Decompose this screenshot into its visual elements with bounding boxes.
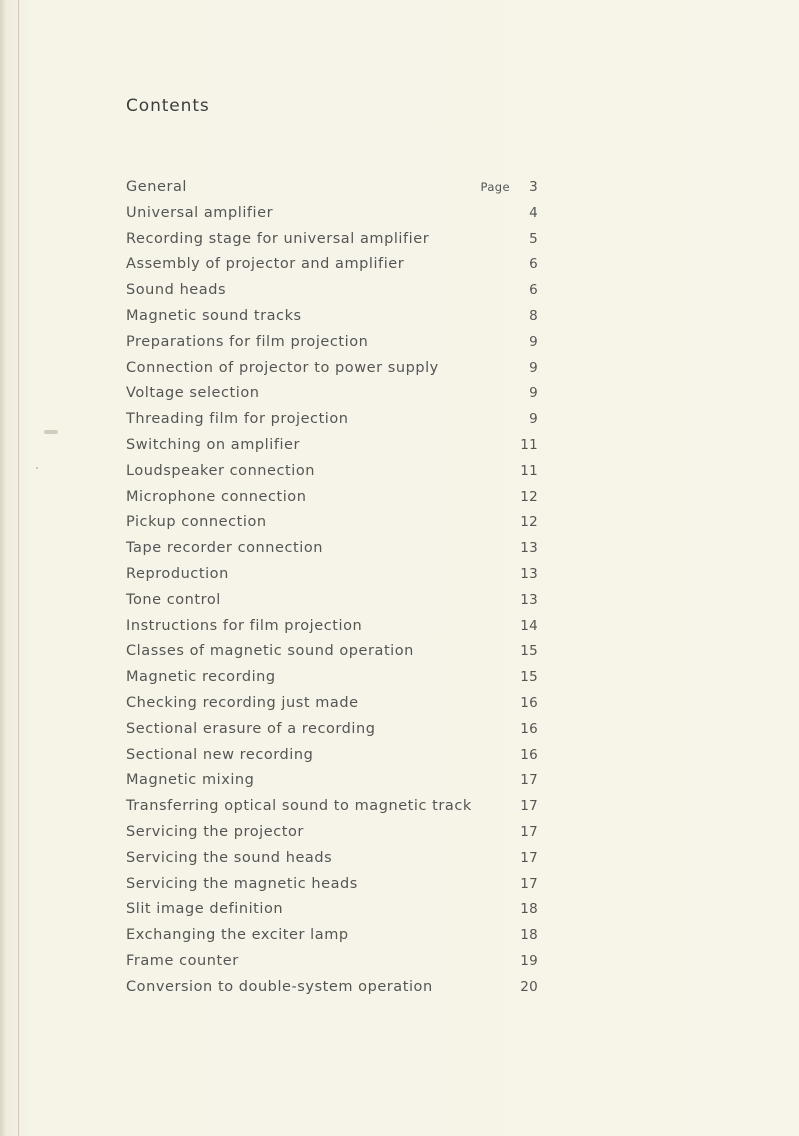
entry-title: Transferring optical sound to magnetic track	[126, 798, 472, 815]
page-edge-shadow	[0, 0, 6, 1136]
entry-page-number: 16	[520, 720, 538, 737]
contents-entry	[126, 562, 540, 588]
entry-title: Threading film for projection	[126, 411, 349, 428]
entry-page-number: 9	[529, 385, 538, 402]
entry-title: Switching on amplifier	[126, 436, 301, 453]
entry-page-number: 17	[520, 798, 538, 815]
entry-page-number: 13	[520, 591, 538, 608]
entry-title: Microphone connection	[126, 488, 307, 505]
entry-page-number: 4	[529, 204, 538, 221]
page-title: Contents	[126, 96, 210, 116]
contents-entry	[126, 227, 540, 253]
entry-title: Frame counter	[126, 952, 239, 969]
contents-entry	[126, 459, 540, 485]
contents-entry	[126, 717, 540, 743]
entry-page-number: 18	[520, 901, 538, 918]
entry-title: Connection of projector to power supply	[126, 359, 439, 376]
entry-page-number: 6	[529, 282, 538, 299]
contents-entry	[126, 356, 540, 382]
contents-entry	[126, 846, 540, 872]
entry-page-number: 20	[520, 978, 538, 995]
entry-title: Magnetic sound tracks	[126, 307, 302, 324]
entry-title: Reproduction	[126, 565, 229, 582]
paper-speck	[44, 430, 58, 434]
contents-entry	[126, 381, 540, 407]
contents-entry	[126, 278, 540, 304]
contents-entry	[126, 923, 540, 949]
contents-entry	[126, 820, 540, 846]
entry-title: Tape recorder connection	[126, 540, 323, 557]
entry-page-number: 12	[520, 488, 538, 505]
entry-title: General	[126, 179, 187, 195]
contents-entry	[126, 407, 540, 433]
page-column-label: Page	[480, 180, 510, 194]
entry-page-number: 13	[520, 565, 538, 582]
contents-entry	[126, 510, 540, 536]
entry-title: Sectional new recording	[126, 746, 314, 763]
entry-page-number: 11	[520, 462, 538, 479]
contents-entry	[126, 691, 540, 717]
entry-title: Sectional erasure of a recording	[126, 720, 376, 737]
contents-entry	[126, 485, 540, 511]
entry-page-number: 5	[529, 230, 538, 247]
contents-entry	[126, 897, 540, 923]
entry-title: Conversion to double-system operation	[126, 978, 433, 995]
contents-entry	[126, 201, 540, 227]
entry-page-number: 17	[520, 823, 538, 840]
binding-line	[18, 0, 19, 1136]
entry-page-number: 13	[520, 540, 538, 557]
entry-page-number: 15	[520, 643, 538, 660]
contents-entry	[126, 536, 540, 562]
entry-page-number: 9	[529, 411, 538, 428]
contents-entry	[126, 433, 540, 459]
entry-title: Slit image definition	[126, 901, 284, 918]
entry-title: Sound heads	[126, 282, 227, 299]
entry-page-number: 18	[520, 927, 538, 944]
entry-title: Magnetic mixing	[126, 772, 255, 789]
entry-page-number: 16	[520, 746, 538, 763]
contents-entry	[126, 872, 540, 898]
entry-page-number: 9	[529, 359, 538, 376]
entry-page-number: 11	[520, 436, 538, 453]
entry-title: Magnetic recording	[126, 669, 276, 686]
contents-entry	[126, 252, 540, 278]
entry-title: Classes of magnetic sound operation	[126, 643, 414, 660]
entry-page-number: 16	[520, 694, 538, 711]
contents-entry	[126, 330, 540, 356]
contents-entry	[126, 743, 540, 769]
contents-entry	[126, 665, 540, 691]
entry-page-number: 19	[520, 952, 538, 969]
entry-title: Pickup connection	[126, 514, 267, 531]
entry-title: Checking recording just made	[126, 694, 359, 711]
entry-page-number: 17	[520, 772, 538, 789]
entry-page-number: 15	[520, 669, 538, 686]
contents-entry	[126, 768, 540, 794]
entry-page-number: 17	[520, 875, 538, 892]
contents-entry	[126, 304, 540, 330]
contents-entry	[126, 614, 540, 640]
entry-page-number: 14	[520, 617, 538, 634]
entry-title: Servicing the projector	[126, 823, 304, 840]
entry-title: Exchanging the exciter lamp	[126, 927, 349, 944]
contents-entry	[126, 639, 540, 665]
entry-page-number: 9	[529, 333, 538, 350]
contents-entry	[126, 175, 540, 201]
entry-title: Instructions for film projection	[126, 617, 363, 634]
entry-title: Recording stage for universal amplifier	[126, 230, 430, 247]
contents-entry	[126, 949, 540, 975]
entry-page-number: 3	[529, 179, 538, 195]
entry-page-number: 6	[529, 256, 538, 273]
entry-page-number: 8	[529, 307, 538, 324]
entry-title: Loudspeaker connection	[126, 462, 316, 479]
entry-title: Voltage selection	[126, 385, 260, 402]
entry-title: Assembly of projector and amplifier	[126, 256, 405, 273]
entry-title: Tone control	[126, 591, 221, 608]
entry-title: Preparations for film projection	[126, 333, 369, 350]
paper-speck-small	[36, 467, 38, 469]
entry-page-number: 17	[520, 849, 538, 866]
contents-list	[126, 175, 540, 1001]
contents-entry	[126, 975, 540, 1001]
contents-entry	[126, 794, 540, 820]
contents-entry	[126, 588, 540, 614]
entry-page-number: 12	[520, 514, 538, 531]
entry-title: Universal amplifier	[126, 204, 274, 221]
entry-title: Servicing the sound heads	[126, 849, 333, 866]
entry-title: Servicing the magnetic heads	[126, 875, 358, 892]
